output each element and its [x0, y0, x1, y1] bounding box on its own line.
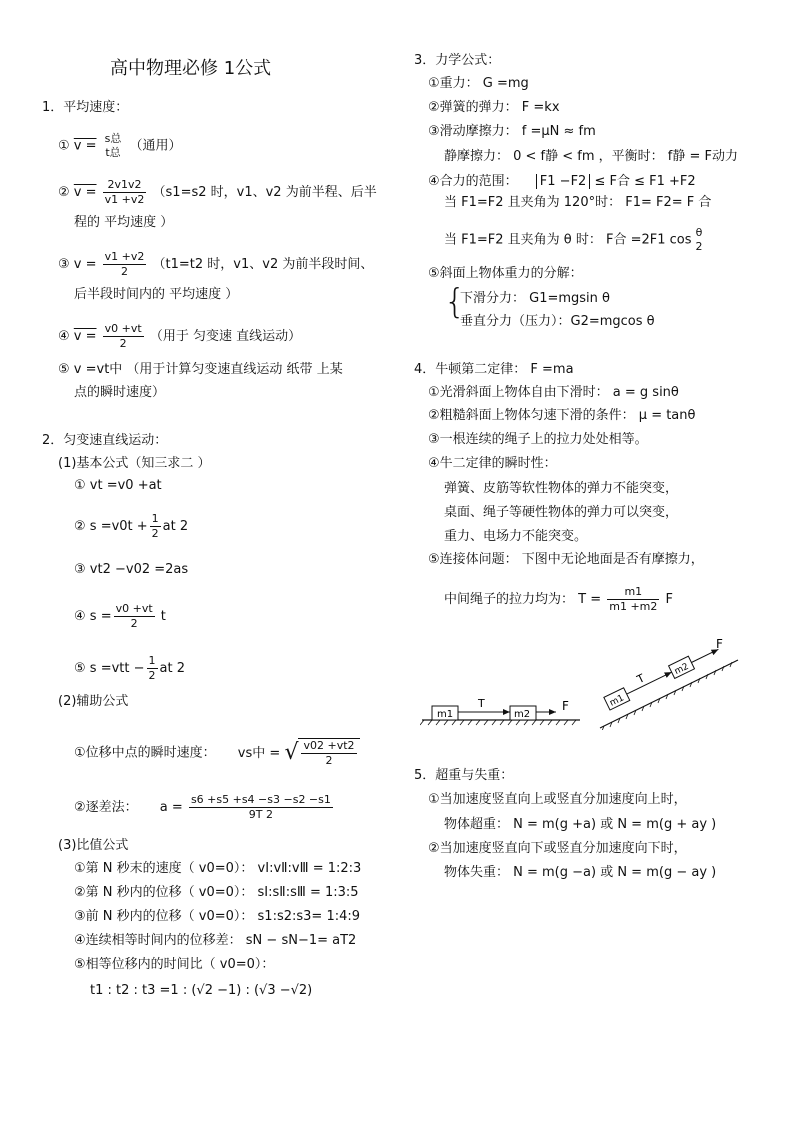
resultant-theta-formula: 当 F1=F2 且夹角为 θ 时： F合 =2F1 cos θ 2 — [444, 226, 703, 253]
section-5-heading: 5．超重与失重： — [414, 768, 514, 783]
horizontal-setup — [420, 697, 580, 725]
smooth-incline-formula: ①光滑斜面上物体自由下滑时： a = g sinθ — [428, 385, 679, 400]
resultant-120-formula: 当 F1=F2 且夹角为 120°时： F1= F2= F 合 — [444, 195, 712, 210]
connected-bodies-diagram — [420, 630, 750, 730]
avg-velocity-formula-2: ② v = $\frac{2v1v2}{v1 +v2}$ （s1=s2 时，v1、v2 为前半程、后半 — [58, 178, 377, 206]
rough-incline-formula: ②粗糙斜面上物体匀速下滑的条件： μ = tanθ — [428, 408, 696, 423]
ratio-formula-4: ④连续相等时间内的位移差： sN − sN−1= aT2 — [74, 933, 357, 948]
section-3-heading: 3．力学公式： — [414, 53, 501, 68]
avg-velocity-note-2: 程的 平均速度 ） — [74, 215, 174, 230]
kinematics-eq-3: ③ vt2 −v02 =2as — [74, 562, 189, 577]
tension-label: T — [478, 697, 485, 710]
instantaneity-line-2: 桌面、绳子等硬性物体的弹力可以突变， — [444, 505, 679, 520]
kinematics-eq-2: ② s =v0t + $\frac{1}{2}$ at 2 — [74, 512, 189, 540]
brace-icon: { — [444, 282, 466, 322]
weightless-formula: 物体失重： N = m(g −a) 或 N = m(g − ay ) — [444, 865, 717, 880]
gravity-formula: ①重力： G =mg — [428, 76, 529, 91]
section-4-heading: 4．牛顿第二定律： F =ma — [414, 362, 574, 377]
basic-formulas-heading: (1)基本公式（知三求二 ） — [58, 456, 211, 471]
weightless-condition: ②当加速度竖直向下或竖直分加速度向下时， — [428, 841, 687, 856]
connected-bodies-heading: ⑤连接体问题： 下图中无论地面是否有摩擦力， — [428, 552, 704, 567]
rope-tension-rule: ③一根连续的绳子上的拉力处处相等。 — [428, 432, 648, 447]
incline-force-label: F — [716, 637, 723, 651]
overweight-condition: ①当加速度竖直向上或竖直分加速度向上时， — [428, 792, 687, 807]
force-label: F — [562, 699, 569, 713]
kinematics-eq-1: ① vt =v0 +at — [74, 478, 162, 493]
incline-block-m1-label: m1 — [608, 693, 626, 709]
ratio-formula-2: ②第 N 秒内的位移（ v0=0）： sⅠ:sⅡ:sⅢ = 1:3:5 — [74, 885, 359, 900]
avg-velocity-formula-3: ③ v = $\frac{v1 +v2}{2}$ （t1=t2 时，v1、v2 为前半段时间、 — [58, 250, 374, 278]
auxiliary-formulas-heading: (2)辅助公式 — [58, 694, 129, 709]
incline-decomposition-heading: ⑤斜面上物体重力的分解： — [428, 266, 583, 281]
avg-velocity-formula-1: ① v = s总 t总 （通用） — [58, 132, 182, 159]
page-title: 高中物理必修 1公式 — [110, 58, 272, 79]
kinematics-eq-5: ⑤ s =vtt − $\frac{1}{2}$ at 2 — [74, 654, 185, 682]
midpoint-velocity-formula: ①位移中点的瞬时速度： vs中 = √ $\frac{v02 +vt2}{2}$ — [74, 738, 360, 768]
instantaneity-heading: ④牛二定律的瞬时性： — [428, 456, 557, 471]
avg-velocity-note-5: 点的瞬时速度） — [74, 385, 166, 400]
ratio-formulas-heading: (3)比值公式 — [58, 838, 129, 853]
sliding-friction-formula: ③滑动摩擦力： f =μN ≈ fm — [428, 124, 596, 139]
connected-tension-formula: 中间绳子的拉力均为： T = $\frac{m1}{m1 +m2}$ F — [444, 585, 674, 613]
instantaneity-line-1: 弹簧、皮筋等软性物体的弹力不能突变， — [444, 481, 679, 496]
overweight-formula: 物体超重： N = m(g +a) 或 N = m(g + ay ) — [444, 817, 717, 832]
instantaneity-line-3: 重力、电场力不能突变。 — [444, 529, 588, 544]
incline-setup — [600, 637, 738, 730]
kinematics-eq-4: ④ s = $\frac{v0 +vt}{2}$ t — [74, 602, 166, 630]
section-1-heading: 1．平均速度： — [42, 100, 129, 115]
avg-velocity-note-3: 后半段时间内的 平均速度 ） — [74, 287, 239, 302]
incline-force-arrow — [691, 649, 718, 662]
incline-block-m2-label: m2 — [673, 661, 691, 678]
block-m1-label: m1 — [437, 709, 454, 720]
static-friction-formula: 静摩擦力： 0 < f静 < fm ，平衡时： f静 = F动力 — [444, 149, 739, 164]
block-m2-label: m2 — [514, 709, 531, 720]
spring-force-formula: ②弹簧的弹力： F =kx — [428, 100, 560, 115]
section-2-heading: 2．匀变速直线运动： — [42, 433, 168, 448]
resultant-force-range: ④合力的范围： F1 −F2 ≤ F合 ≤ F1 +F2 — [428, 174, 696, 189]
incline-tension-label: T — [634, 671, 647, 687]
ratio-formula-3: ③前 N 秒内的位移（ v0=0）： s1:s2:s3= 1:4:9 — [74, 909, 361, 924]
sliding-component-formula: 下滑分力： G1=mgsin θ — [460, 291, 610, 306]
incline-tension-arrow — [627, 672, 672, 694]
avg-velocity-formula-4: ④ v = $\frac{v0 +vt}{2}$ （用于 匀变速 直线运动） — [58, 322, 302, 350]
time-ratio-formula: t1 : t2 : t3 =1 : (√2 −1) : (√3 −√2) — [90, 983, 313, 998]
ratio-formula-5: ⑤相等位移内的时间比（ v0=0）： — [74, 957, 275, 972]
successive-difference-formula: ②逐差法： a = $\frac{s6 +s5 +s4 -s3 -s2 -s1}{9T 2}$ — [74, 793, 331, 821]
avg-velocity-formula-5: ⑤ v =vt中 （用于计算匀变速直线运动 纸带 上某 — [58, 362, 343, 377]
normal-component-formula: 垂直分力（压力）：G2=mgcos θ — [460, 314, 655, 329]
ratio-formula-1: ①第 N 秒末的速度（ v0=0）： vⅠ:vⅡ:vⅢ = 1:2:3 — [74, 861, 362, 876]
